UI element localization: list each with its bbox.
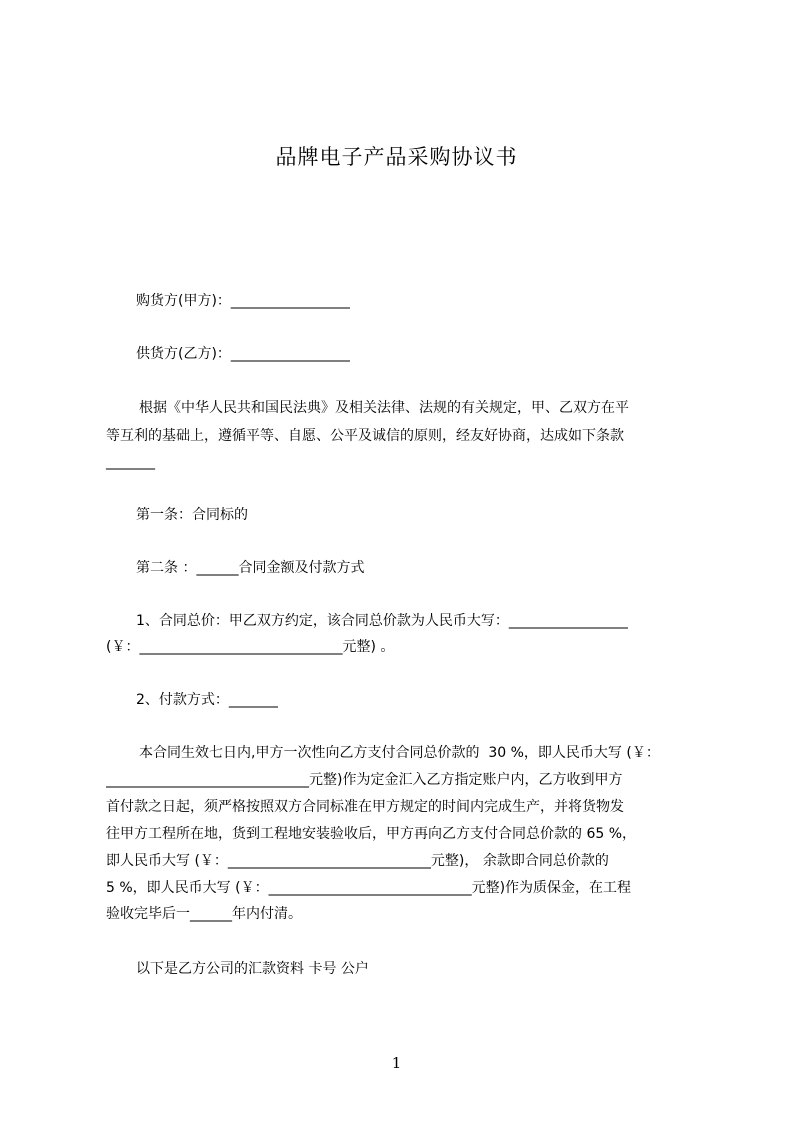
article-2-heading: 第二条 ：______合同金额及付款方式 [136,560,365,576]
bank-info: 以下是乙方公司的汇款资料 卡号 公户 [136,961,369,977]
intro-line-1: 根据《中华人民共和国民法典》及相关法律、法规的有关规定，甲、乙双方在平 [139,400,629,416]
buyer-line: 购货方(甲方)：_________________ [136,293,350,309]
payment-detail-line-3: 首付款之日起，须严格按照双方合同标准在甲方规定的时间内完成生产，并将货物发 [106,799,624,815]
intro-line-2: 等互利的基础上，遵循平等、自愿、公平及诚信的原则，经友好协商，达成如下条款 [106,428,624,444]
payment-detail-line-7: 验收完毕后一______年内付清。 [106,906,302,922]
payment-detail-line-5: 即人民币大写 (￥：_____________________________元整)， 余款即合同总价款的 [106,853,609,869]
payment-detail-line-4: 往甲方工程所在地，货到工程地安装验收后，甲方再向乙方支付合同总价款的 65 %， [106,826,637,842]
payment-detail-line-6: 5 %，即人民币大写 (￥：_____________________________元整)作为质保金，在工程 [106,880,632,896]
supplier-line: 供货方(乙方)：_________________ [136,346,350,362]
article-1-heading: 第一条：合同标的 [136,507,248,523]
total-price-line-2: (￥：_____________________________元整) 。 [106,639,395,655]
document-title: 品牌电子产品采购协议书 [275,145,518,169]
total-price-line-1: 1、合同总价：甲乙双方约定，该合同总价款为人民币大写：_________________ [136,613,628,629]
intro-line-3: _______ [106,454,155,470]
payment-detail-line-2: _____________________________元整)作为定金汇入乙方指定账户内，乙方收到甲方 [106,772,623,788]
payment-method: 2、付款方式：_______ [136,692,278,708]
payment-detail-line-1: 本合同生效七日内,甲方一次性向乙方支付合同总价款的 30 %，即人民币大写 (￥： [139,745,660,761]
page-number: 1 [391,1054,402,1072]
